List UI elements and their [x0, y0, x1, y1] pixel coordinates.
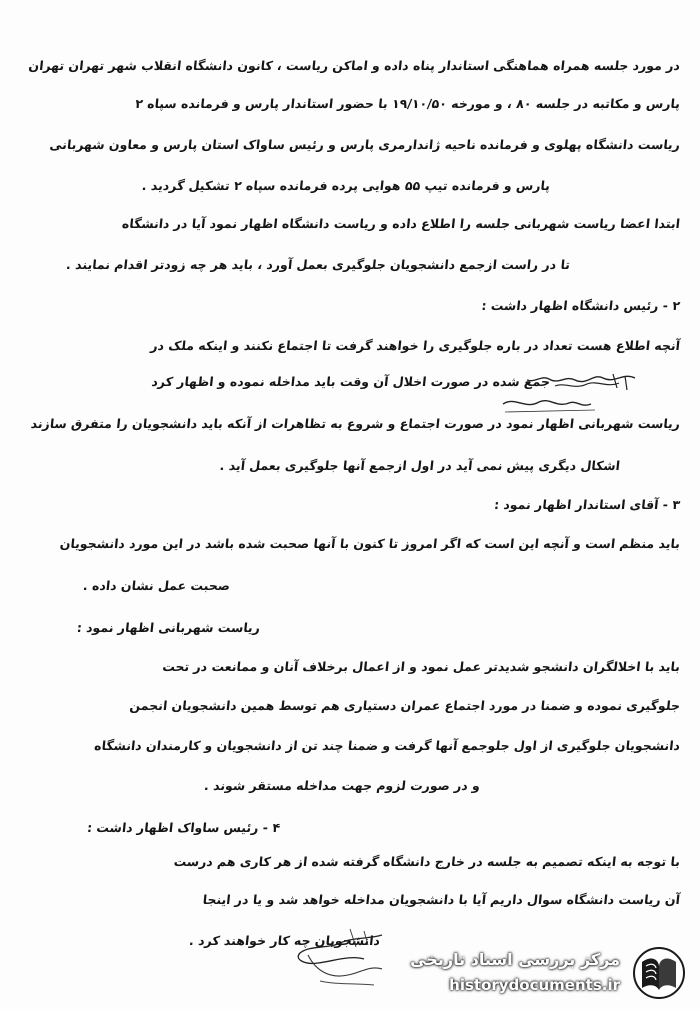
section-heading: ۲ - رئیس دانشگاه اظهار داشت :: [480, 298, 681, 313]
archive-logo-icon: [632, 946, 686, 1000]
watermark-title: مرکز بررسی اسناد تاریخی: [410, 950, 620, 969]
report-line: باید با اخلالگران دانشجو شدیدتر عمل نمود و از اعمال برخلاف آنان و ممانعت در تحت: [161, 659, 681, 674]
report-line: دانشجویان جلوگیری از اول جلوجمع آنها گرفت و ضمنا چند تن از دانشجویان و کارمندان دانشگاه: [93, 738, 681, 753]
report-line: ابتدا اعضا ریاست شهربانی جلسه را اطلاع داده و ریاست دانشگاه اظهار نمود آیا در دانشگاه: [121, 216, 681, 231]
report-line: با توجه به اینکه تصمیم به جلسه در خارج دانشگاه گرفته شده از هر کاری هم درست: [173, 854, 681, 869]
report-line: پارس و فرمانده تیپ ۵۵ هوایی پرده فرمانده سپاه ۲ تشکیل گردید .: [141, 178, 551, 193]
report-line: در مورد جلسه همراه هماهنگی استاندار پناه داده و اماکن ریاست ، کانون دانشگاه انقلاب شهر تهران تهران: [27, 58, 681, 73]
report-line: ریاست شهربانی اظهار نمود :: [76, 620, 261, 635]
report-line: جمع شده در صورت اخلال آن وقت باید مداخله نموده و اظهار کرد: [150, 374, 551, 389]
report-line: ریاست دانشگاه پهلوی و فرمانده ناحیه ژاندارمری پارس و رئیس ساواک استان پارس و معاون شهربانی: [48, 137, 681, 152]
report-line: آن ریاست دانشگاه سوال داریم آیا با دانشجویان مداخله خواهد شد و یا در اینجا: [202, 892, 681, 907]
report-line: آنچه اطلاع هست تعداد در باره جلوگیری را خواهند گرفت تا اجتماع نکنند و اینکه ملک در: [149, 338, 681, 353]
report-line: جلوگیری نموده و ضمنا در مورد اجتماع عمران دستیاری هم توسط همین دانشجویان انجمن: [128, 698, 681, 713]
section-heading: ۴ - رئیس ساواک اظهار داشت :: [86, 820, 281, 835]
archive-watermark: [410, 944, 692, 1002]
report-line: اشکال دیگری پیش نمی آید در اول ازجمع آنها جلوگیری بعمل آید .: [219, 458, 621, 473]
report-line: و در صورت لزوم جهت مداخله مستقر شوند .: [203, 778, 481, 793]
report-line: دانشجویان چه کار خواهند کرد .: [188, 933, 381, 948]
report-line: تا در راست ازجمع دانشجویان جلوگیری بعمل آورد ، باید هر چه زودتر اقدام نمایند .: [65, 257, 571, 272]
section-heading: ۳ - آقای استاندار اظهار نمود :: [493, 497, 681, 512]
report-line: باید منظم است و آنچه این است که اگر امروز تا کنون با آنها صحبت شده باشد در این مورد دانشجویان: [59, 536, 681, 551]
report-line: صحبت عمل نشان داده .: [82, 578, 231, 593]
report-line: پارس و مکاتبه در جلسه ۸۰ ، و مورخه ۱۹/۱۰/۵۰ با حضور استاندار پارس و فرمانده سپاه ۲: [134, 96, 681, 111]
signature-mark: [290, 925, 400, 995]
handwritten-annotation: [495, 370, 640, 420]
watermark-url: historydocuments.ir: [449, 976, 620, 994]
report-line: ریاست شهربانی اظهار نمود در صورت اجتماع و شروع به تظاهرات از آنکه باید دانشجویان را متفرق سازند: [30, 416, 681, 431]
